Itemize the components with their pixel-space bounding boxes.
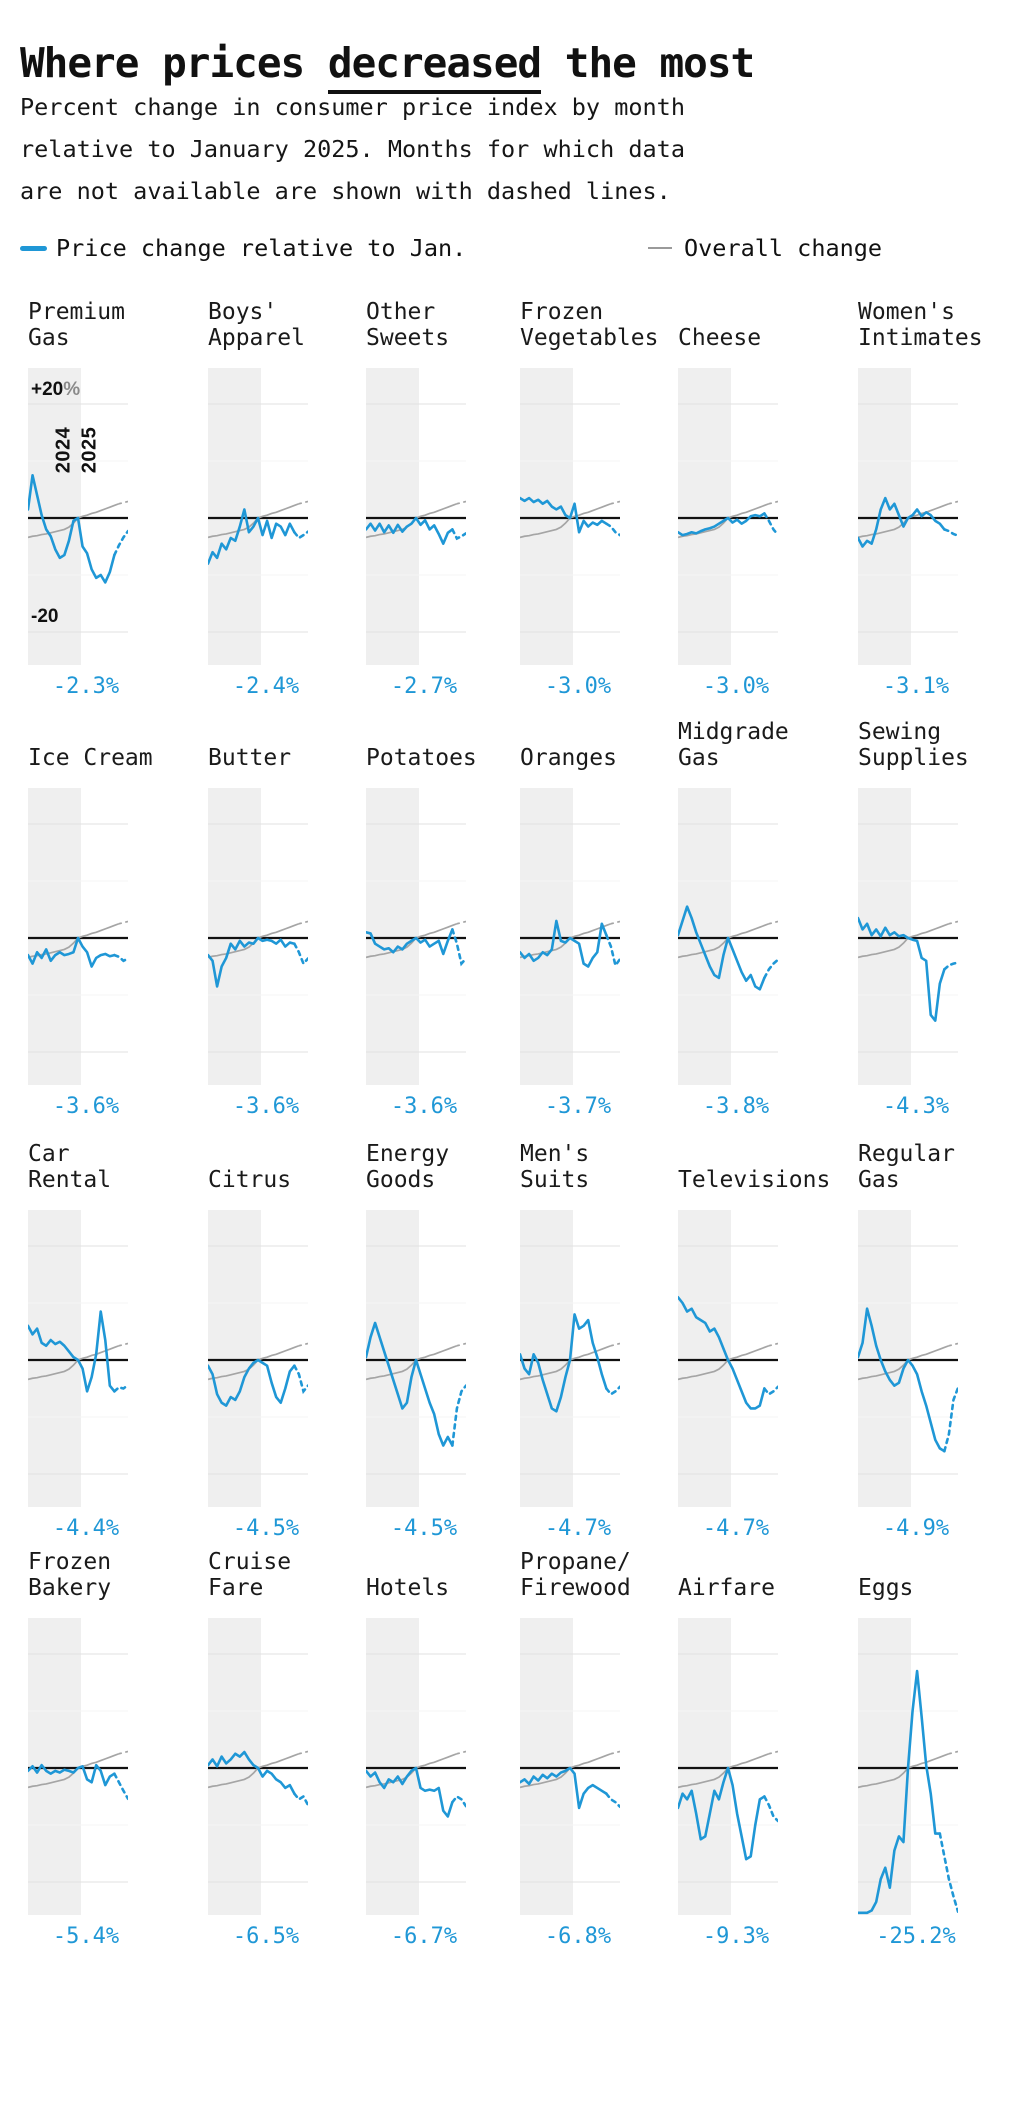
chart-value-label: -6.7% [390, 1924, 458, 1949]
overall-change-line-dashed [299, 921, 308, 923]
chart-title-line: Boys' [208, 299, 278, 325]
sparkline-wrap [28, 368, 128, 665]
chart-value-label: -2.3% [52, 674, 120, 699]
chart-cell-ice-cream [28, 717, 200, 1119]
chart-value-label: -4.9% [882, 1516, 950, 1541]
chart-value-label: -3.7% [544, 1094, 612, 1119]
year-label-2025: 2025 [78, 426, 101, 474]
y-axis-label-plus20: +20% [31, 379, 81, 400]
chart-value-label: -4.4% [52, 1516, 120, 1541]
price-change-line-dashed [114, 1385, 128, 1391]
price-change-line-dashed [606, 1794, 620, 1807]
overall-change-line-dashed [769, 921, 778, 923]
chart-title-line: Sweets [366, 325, 450, 351]
sparkline-chart [678, 788, 778, 1085]
sparkline-chart [366, 1618, 466, 1915]
price-change-line-dashed [944, 1388, 958, 1451]
sparkline-wrap [678, 788, 778, 1085]
shaded-2024-region [520, 788, 573, 1085]
chart-title-line: Gas [678, 745, 720, 771]
chart-title [28, 1547, 200, 1601]
sparkline-chart [28, 1618, 128, 1915]
chart-value-label: -3.8% [702, 1094, 770, 1119]
chart-title-line: Citrus [208, 1167, 292, 1193]
overall-change-line-dashed [949, 501, 958, 503]
chart-value-label: -4.5% [390, 1516, 458, 1541]
chart-title [208, 717, 380, 771]
chart-value-label: -4.7% [702, 1516, 770, 1541]
price-change-line-dashed [606, 1387, 620, 1394]
chart-cell-frozen-bakery [28, 1547, 200, 1949]
legend-item-overall-change [648, 234, 882, 262]
chart-title-line: Butter [208, 745, 292, 771]
overall-change-line-dashed [457, 501, 466, 503]
sparkline-wrap [678, 368, 778, 665]
price-change-line-dashed [294, 1366, 308, 1392]
chart-value-label: -3.6% [52, 1094, 120, 1119]
title-underlined-word: decreased [328, 39, 541, 94]
year-label-2024: 2024 [52, 426, 75, 474]
overall-change-line-dashed [457, 921, 466, 923]
chart-title-line: Bakery [28, 1575, 112, 1601]
chart-title [678, 1139, 850, 1193]
chart-value-label: -9.3% [702, 1924, 770, 1949]
sparkline-chart [858, 1618, 958, 1915]
chart-title [678, 717, 850, 771]
chart-title [520, 297, 692, 351]
chart-cell-butter [208, 717, 380, 1119]
subtitle-line: relative to January 2025. Months for which data [20, 135, 685, 163]
chart-title-line: Supplies [858, 745, 969, 771]
chart-cell-car-rental [28, 1139, 200, 1541]
sparkline-wrap [520, 1210, 620, 1507]
chart-title [208, 1139, 380, 1193]
chart-cell-potatoes [366, 717, 538, 1119]
chart-cell-propane-firewood [520, 1547, 692, 1949]
sparkline-wrap [678, 1210, 778, 1507]
shaded-2024-region [520, 1210, 573, 1507]
overall-change-line-dashed [119, 501, 128, 503]
chart-title-line: Goods [366, 1167, 436, 1193]
overall-change-line-dashed [769, 1343, 778, 1345]
price-change-line-dashed [114, 1774, 128, 1799]
sparkline-wrap [28, 1618, 128, 1915]
sparkline-wrap [208, 1618, 308, 1915]
shaded-2024-region [678, 368, 731, 665]
chart-value-label: -25.2% [876, 1924, 956, 1949]
chart-title-line: Propane/ [520, 1549, 631, 1575]
price-change-line-dashed [764, 1387, 778, 1394]
subtitle [20, 86, 685, 212]
legend-item-price-change [20, 234, 466, 262]
price-change-line-dashed [452, 1386, 466, 1446]
y-axis-label-minus20: -20 [31, 606, 59, 627]
overall-change-line-dashed [611, 1343, 620, 1345]
overall-change-line-dashed [119, 921, 128, 923]
sparkline-wrap [520, 788, 620, 1085]
price-change-line-dashed [764, 513, 778, 535]
sparkline-wrap [366, 1210, 466, 1507]
shaded-2024-region [366, 788, 419, 1085]
overall-change-line-dashed [611, 501, 620, 503]
shaded-2024-region [208, 788, 261, 1085]
shaded-2024-region [208, 1210, 261, 1507]
overall-change-line-dashed [611, 921, 620, 923]
overall-change-line-dashed [299, 501, 308, 503]
chart-title [28, 1139, 200, 1193]
chart-title [858, 297, 1024, 351]
chart-cell-mens-suits [520, 1139, 692, 1541]
sparkline-chart [28, 1210, 128, 1507]
chart-title-line: Televisions [678, 1167, 831, 1193]
chart-value-label: -3.6% [232, 1094, 300, 1119]
chart-title [858, 1139, 1024, 1193]
price-change-line-dashed [944, 963, 958, 970]
chart-value-label: -6.8% [544, 1924, 612, 1949]
price-change-line-dashed [606, 524, 620, 535]
chart-cell-airfare [678, 1547, 850, 1949]
sparkline-wrap [858, 1618, 958, 1915]
subtitle-line: are not available are shown with dashed lines. [20, 177, 671, 205]
chart-value-label: -3.6% [390, 1094, 458, 1119]
chart-cell-oranges [520, 717, 692, 1119]
chart-cell-energy-goods [366, 1139, 538, 1541]
sparkline-chart [366, 1210, 466, 1507]
chart-title-line: Firewood [520, 1575, 631, 1601]
chart-value-label: -2.7% [390, 674, 458, 699]
sparkline-chart [208, 368, 308, 665]
sparkline-chart [520, 1210, 620, 1507]
chart-title-line: Energy [366, 1141, 450, 1167]
chart-value-label: -3.0% [702, 674, 770, 699]
sparkline-wrap [366, 368, 466, 665]
overall-change-line-dashed [611, 1751, 620, 1753]
chart-title-line: Apparel [208, 325, 305, 351]
chart-value-label: -5.4% [52, 1924, 120, 1949]
chart-value-label: -3.1% [882, 674, 950, 699]
overall-change-line-dashed [299, 1343, 308, 1345]
chart-title-line: Premium [28, 299, 125, 325]
title-segment: the most [541, 39, 755, 88]
chart-cell-cheese [678, 297, 850, 699]
shaded-2024-region [678, 788, 731, 1085]
price-change-line-dashed [452, 529, 466, 538]
price-change-line-dashed [294, 1794, 308, 1805]
gray-dash-swatch-icon [648, 247, 672, 250]
sparkline-chart [28, 788, 128, 1085]
sparkline-chart [520, 788, 620, 1085]
price-change-line-dashed [764, 960, 778, 978]
chart-title [678, 297, 850, 351]
price-change-line-dashed [606, 935, 620, 965]
chart-title-line: Eggs [858, 1575, 914, 1601]
chart-title-line: Car [28, 1141, 70, 1167]
sparkline-chart [858, 1210, 958, 1507]
chart-cell-regular-gas [858, 1139, 1024, 1541]
chart-title [366, 717, 538, 771]
chart-title-line: Other [366, 299, 436, 325]
chart-cell-premium-gas [28, 297, 200, 699]
chart-title-line: Women's [858, 299, 955, 325]
shaded-2024-region [858, 1210, 911, 1507]
shaded-2024-region [678, 1618, 731, 1915]
price-change-line-dashed [114, 531, 128, 555]
sparkline-wrap [208, 1210, 308, 1507]
overall-change-line-dashed [299, 1751, 308, 1753]
sparkline-wrap [520, 368, 620, 665]
chart-title-line: Ice Cream [28, 745, 153, 771]
price-change-line-dashed [294, 944, 308, 964]
chart-title-line: Frozen [28, 1549, 112, 1575]
chart-title [520, 1139, 692, 1193]
sparkline-chart [678, 368, 778, 665]
price-change-line-dashed [452, 1797, 466, 1807]
shaded-2024-region [28, 1618, 81, 1915]
chart-title-line: Oranges [520, 745, 617, 771]
chart-title [28, 717, 200, 771]
sparkline-wrap [208, 368, 308, 665]
chart-title-line: Gas [858, 1167, 900, 1193]
chart-title-line: Gas [28, 325, 70, 351]
chart-cell-other-sweets [366, 297, 538, 699]
chart-title [366, 297, 538, 351]
chart-title [28, 297, 200, 351]
chart-title [858, 717, 1024, 771]
chart-cell-hotels [366, 1547, 538, 1949]
chart-title-line: Midgrade [678, 719, 789, 745]
price-change-line-dashed [940, 1834, 958, 1912]
chart-title [366, 1139, 538, 1193]
blue-line-swatch-icon [20, 246, 47, 251]
chart-cell-televisions [678, 1139, 850, 1541]
overall-change-line-dashed [119, 1751, 128, 1753]
price-change-line-dashed [294, 532, 308, 538]
chart-title-line: Frozen [520, 299, 604, 325]
shaded-2024-region [678, 1210, 731, 1507]
shaded-2024-region [366, 1618, 419, 1915]
overall-change-line-dashed [949, 1343, 958, 1345]
shaded-2024-region [520, 368, 573, 665]
overall-change-line-dashed [457, 1343, 466, 1345]
chart-value-label: -2.4% [232, 674, 300, 699]
chart-title-line: Cheese [678, 325, 762, 351]
chart-title-line: Men's [520, 1141, 590, 1167]
price-change-line-dashed [944, 529, 958, 535]
sparkline-wrap [28, 788, 128, 1085]
chart-title-line: Suits [520, 1167, 590, 1193]
chart-value-label: -4.5% [232, 1516, 300, 1541]
chart-title [678, 1547, 850, 1601]
overall-change-line-dashed [457, 1751, 466, 1753]
sparkline-wrap [858, 368, 958, 665]
subtitle-line: Percent change in consumer price index by month [20, 93, 685, 121]
sparkline-wrap [28, 1210, 128, 1507]
sparkline-wrap [858, 1210, 958, 1507]
chart-title-line: Sewing [858, 719, 942, 745]
chart-title-line: Potatoes [366, 745, 477, 771]
sparkline-chart [858, 368, 958, 665]
sparkline-chart [520, 1618, 620, 1915]
sparkline-chart [366, 788, 466, 1085]
legend-label: Overall change [684, 234, 883, 262]
sparkline-chart [678, 1618, 778, 1915]
sparkline-chart [208, 1618, 308, 1915]
shaded-2024-region [28, 1210, 81, 1507]
chart-title [208, 1547, 380, 1601]
chart-title [366, 1547, 538, 1601]
overall-change-line-dashed [119, 1343, 128, 1345]
overall-change-line-dashed [769, 1751, 778, 1753]
chart-cell-cruise-fare [208, 1547, 380, 1949]
price-change-line-dashed [764, 1797, 778, 1822]
title-segment: Where prices [20, 39, 328, 88]
sparkline-wrap [678, 1618, 778, 1915]
shaded-2024-region [28, 788, 81, 1085]
sparkline-chart [858, 788, 958, 1085]
chart-title [520, 717, 692, 771]
sparkline-wrap [208, 788, 308, 1085]
price-change-line-dashed [114, 955, 128, 961]
chart-title-line: Vegetables [520, 325, 659, 351]
overall-change-line-dashed [949, 1751, 958, 1753]
sparkline-wrap [366, 788, 466, 1085]
overall-change-line-dashed [769, 501, 778, 503]
sparkline-wrap [858, 788, 958, 1085]
chart-title-line: Rental [28, 1167, 112, 1193]
legend-label: Price change relative to Jan. [56, 234, 467, 262]
sparkline-chart [208, 788, 308, 1085]
chart-title-line: Hotels [366, 1575, 450, 1601]
shaded-2024-region [208, 368, 261, 665]
overall-change-line-dashed [949, 921, 958, 923]
shaded-2024-region [366, 1210, 419, 1507]
sparkline-chart [366, 368, 466, 665]
sparkline-chart [678, 1210, 778, 1507]
chart-title [520, 1547, 692, 1601]
chart-title [858, 1547, 1024, 1601]
sparkline-wrap [520, 1618, 620, 1915]
sparkline-chart [208, 1210, 308, 1507]
page-title [20, 39, 754, 87]
shaded-2024-region [520, 1618, 573, 1915]
chart-cell-womens-intimates [858, 297, 1024, 699]
shaded-2024-region [858, 368, 911, 665]
chart-title-line: Cruise [208, 1549, 292, 1575]
chart-title-line: Airfare [678, 1575, 775, 1601]
chart-value-label: -3.0% [544, 674, 612, 699]
chart-title-line: Regular [858, 1141, 955, 1167]
chart-value-label: -6.5% [232, 1924, 300, 1949]
chart-cell-boys-apparel [208, 297, 380, 699]
chart-cell-midgrade-gas [678, 717, 850, 1119]
chart-title-line: Fare [208, 1575, 264, 1601]
chart-cell-citrus [208, 1139, 380, 1541]
chart-value-label: -4.3% [882, 1094, 950, 1119]
chart-cell-sewing-supplies [858, 717, 1024, 1119]
chart-cell-eggs [858, 1547, 1024, 1949]
sparkline-chart [520, 368, 620, 665]
sparkline-wrap [366, 1618, 466, 1915]
chart-cell-frozen-vegetables [520, 297, 692, 699]
shaded-2024-region [366, 368, 419, 665]
chart-value-label: -4.7% [544, 1516, 612, 1541]
chart-title-line: Intimates [858, 325, 983, 351]
chart-title [208, 297, 380, 351]
price-change-line-dashed [452, 929, 466, 963]
